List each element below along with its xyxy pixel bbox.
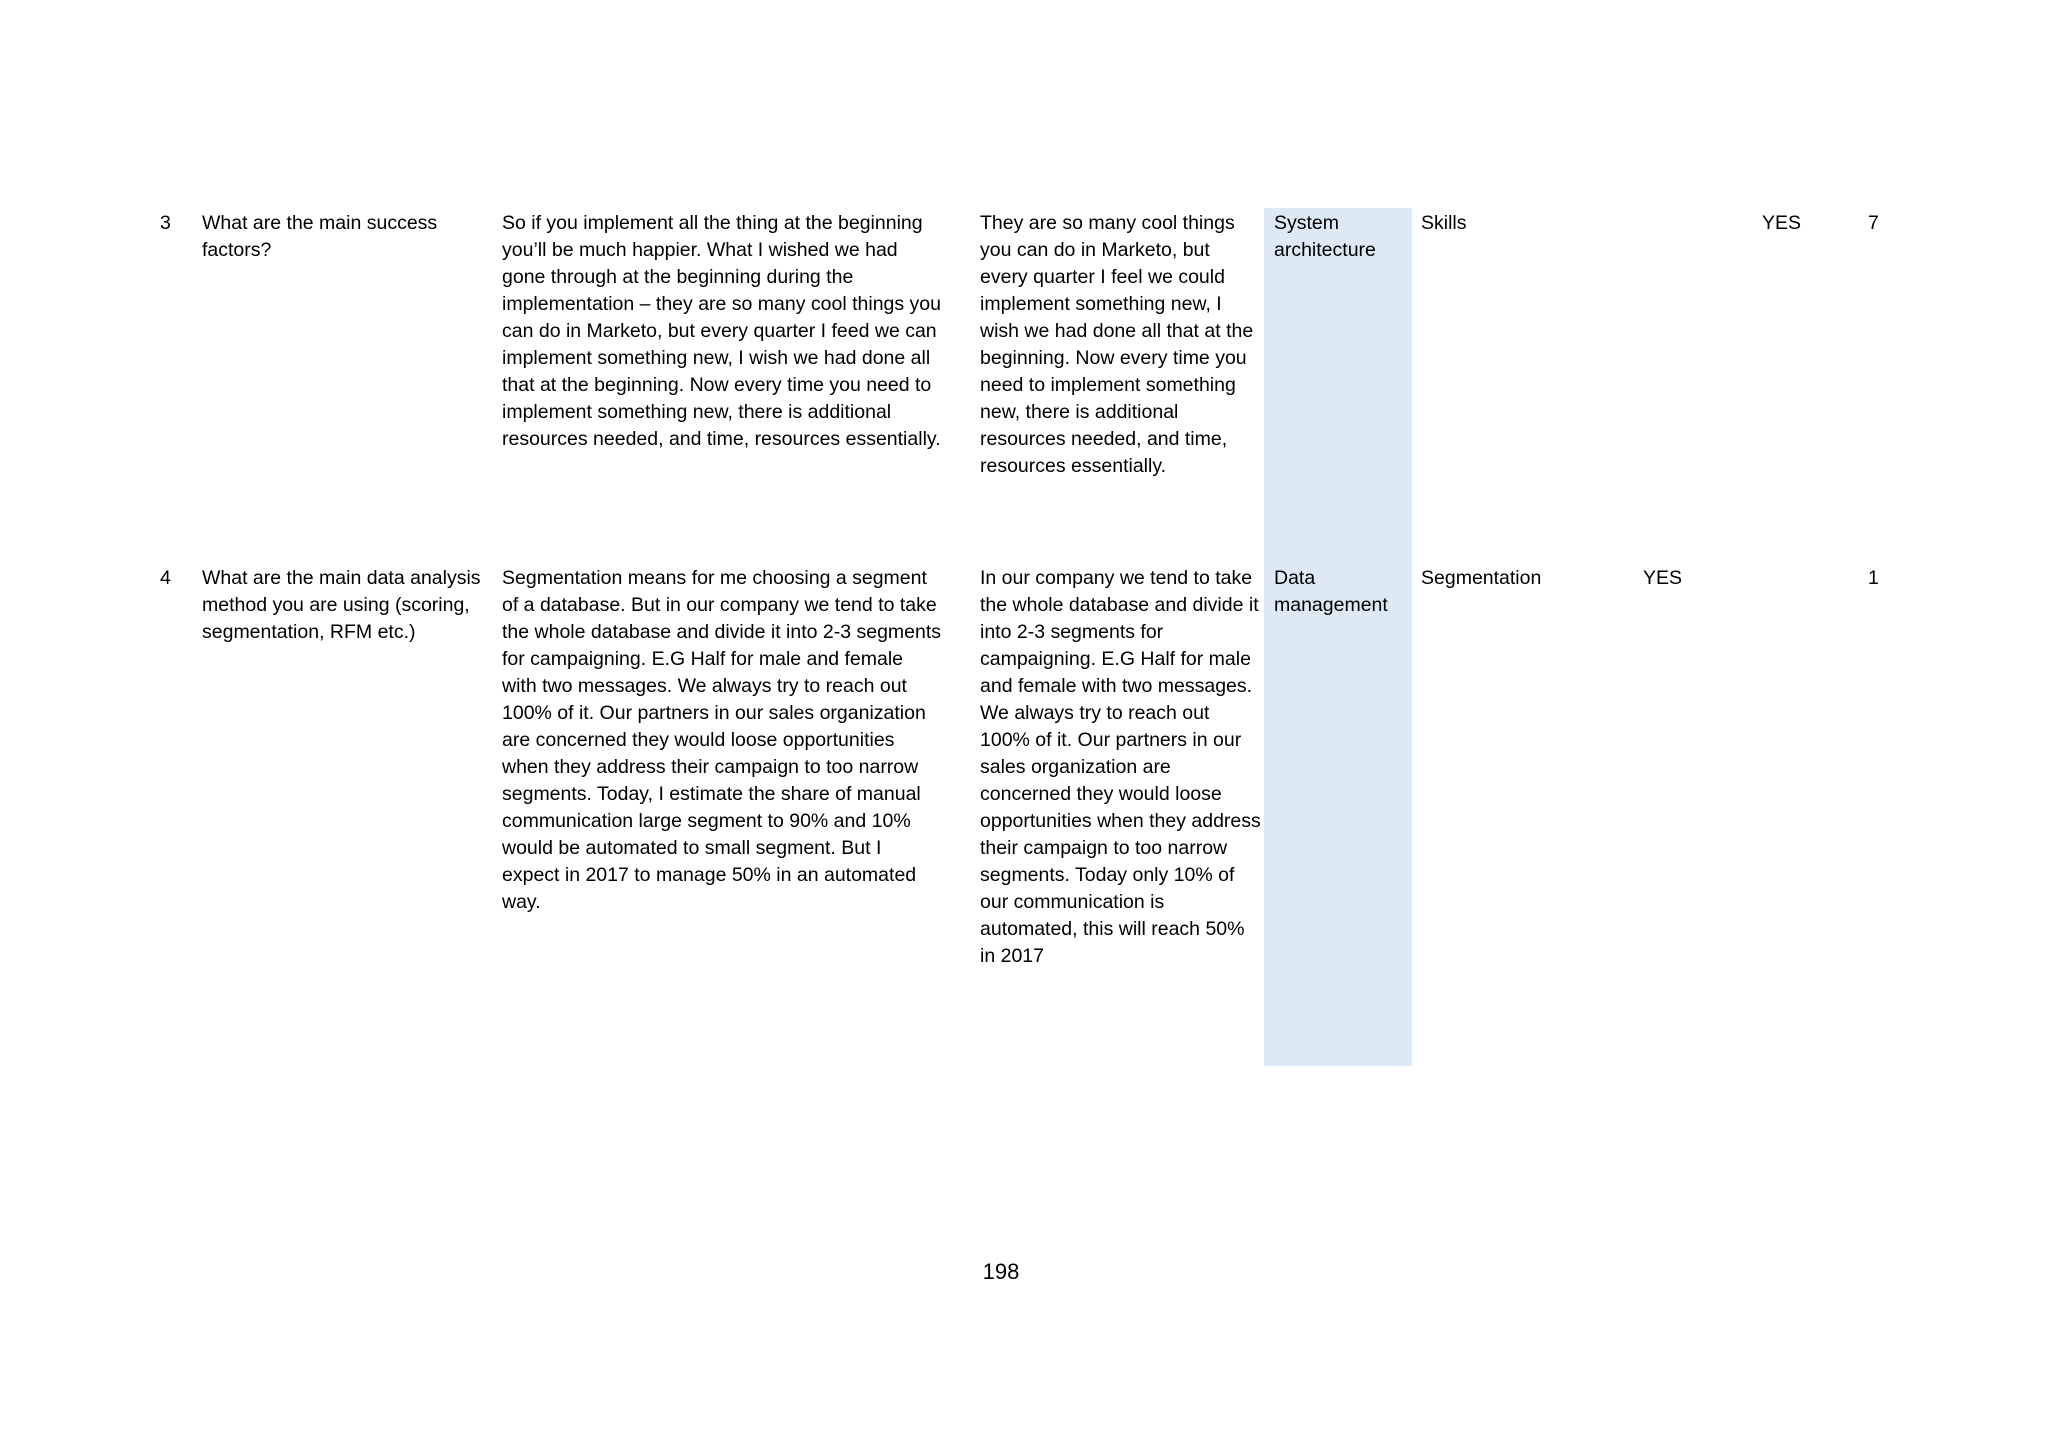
row-number: 3 xyxy=(160,212,171,234)
row-number: 4 xyxy=(160,567,171,589)
yes-cell-1: YES xyxy=(1643,567,1683,589)
category-column-shading xyxy=(1264,208,1412,1066)
summary-cell: In our company we tend to take the whole database and divide it into 2-3 segments for campaigning. E.G Half for male and female with two messages. We always try to reach out 100% of it. Our partners in our sales organization are concerned they would loose opportunities when they address their campaign to too narrow segments. Today only 10% of our communication is automated, this will reach 50% in 2017 xyxy=(980,567,1261,967)
question-cell: What are the main success factors? xyxy=(202,212,438,261)
answer-cell: Segmentation means for me choosing a segment of a database. But in our company we tend to take the whole database and divide it into 2-3 segments for campaigning. E.G Half for male and female with two messages. We always try to reach out 100% of it. Our partners in our sales organization are concerned they would loose opportunities when they address their campaign to too narrow segments. Today, I estimate the share of manual communication large segment to 90% and 10% would be automated to small segment. But I expect in 2017 to manage 50% in an automated way. xyxy=(502,567,942,913)
count-cell: 1 xyxy=(1868,567,1879,589)
yes-cell-2: YES xyxy=(1762,212,1802,234)
count-cell: 7 xyxy=(1868,212,1879,234)
question-cell: What are the main data analysis method you are using (scoring, segmentation, RFM etc.) xyxy=(202,567,481,643)
subcategory-cell: Segmentation xyxy=(1421,567,1542,589)
answer-cell: So if you implement all the thing at the beginning you’ll be much happier. What I wished we had gone through at the beginning during the implementation – they are so many cool things you can do in Marketo, but every quarter I feed we can implement something new, I wish we had done all that at the beginning. Now every time you need to implement something new, there is additional resources needed, and time, resources essentially. xyxy=(502,212,941,450)
category-cell: System architecture xyxy=(1274,212,1376,261)
subcategory-cell: Skills xyxy=(1421,212,1467,234)
category-cell: Data management xyxy=(1274,567,1388,616)
page-number: 198 xyxy=(982,1259,1020,1284)
summary-cell: They are so many cool things you can do in Marketo, but every quarter I feel we could implement something new, I wish we had done all that at the beginning. Now every time you need to implement something new, there is additional resources needed, and time, resources essentially. xyxy=(980,212,1254,477)
